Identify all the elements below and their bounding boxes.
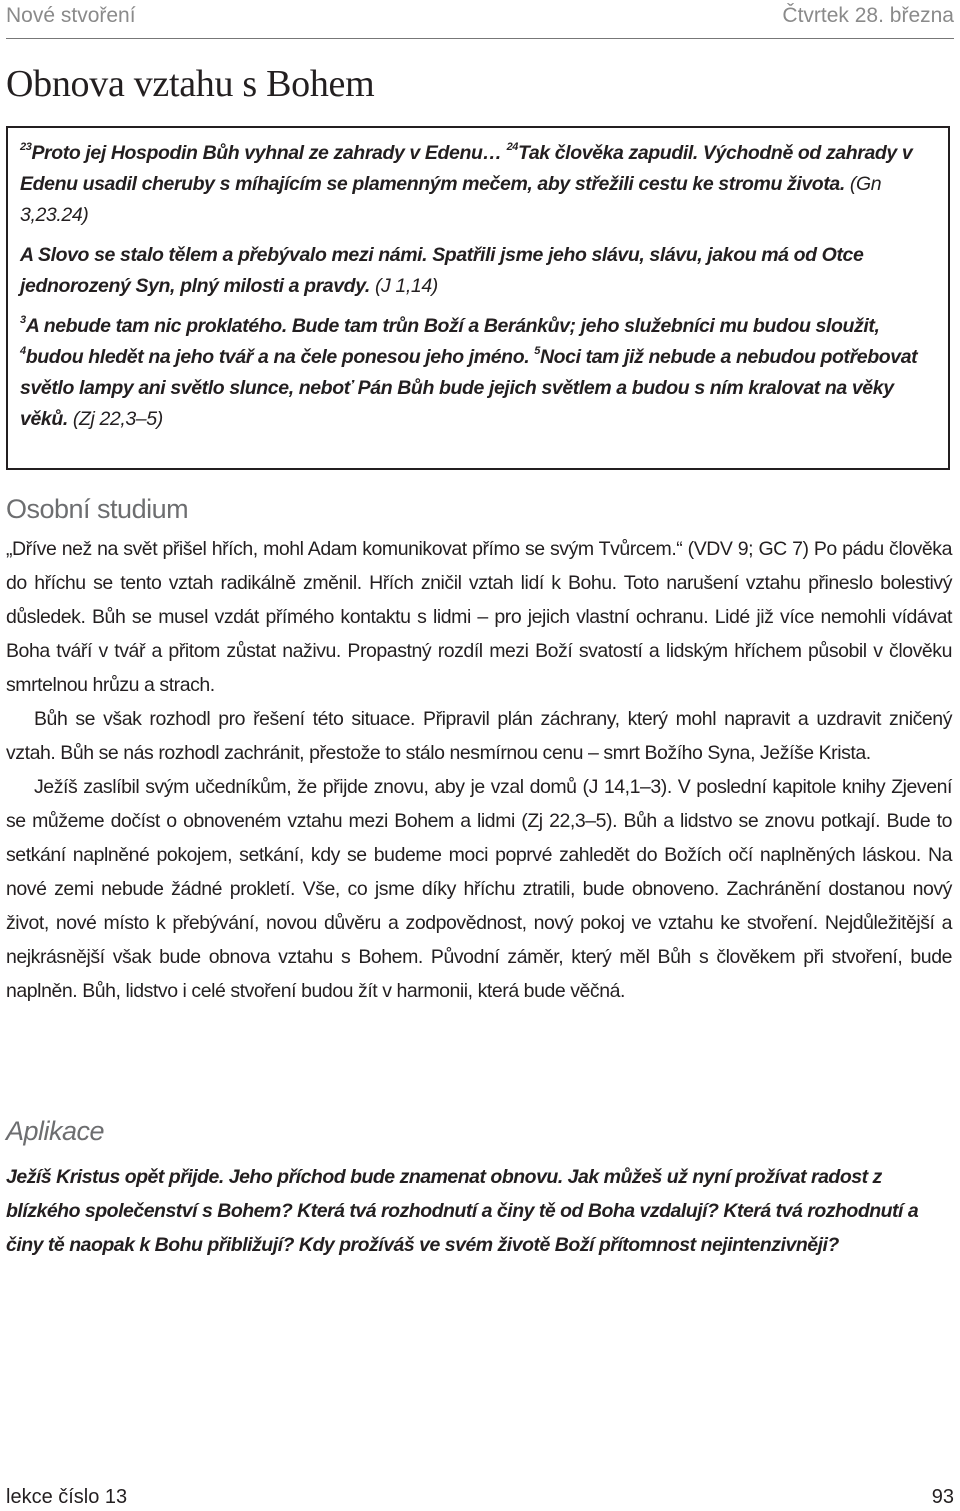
verse-text: Noci tam již nebude a nebudou potřebovat světlo lampy ani světlo slunce, neboť Pán Bůh bude jejich světlem a budou s ním kralovat na věky věků. [20, 346, 918, 430]
verse-number: 4 [20, 344, 26, 357]
verse-genesis [20, 138, 936, 231]
verse-text: Proto jej Hospodin Bůh vyhnal ze zahrady v Edenu… [31, 142, 507, 164]
application-heading: Aplikace [6, 1116, 105, 1146]
header-divider [6, 38, 954, 39]
study-body [6, 532, 952, 1008]
bible-verse-box [6, 126, 950, 470]
verse-reference: (Gn 3,23.24) [20, 173, 882, 226]
verse-text: budou hledět na jeho tvář a na čele ponesou jeho jméno. [25, 346, 535, 368]
header-study-title: Nové stvoření [6, 4, 136, 27]
verse-revelation [20, 311, 936, 435]
lesson-number: lekce číslo 13 [6, 1486, 128, 1508]
verse-number: 24 [506, 140, 519, 153]
verse-number: 5 [534, 344, 540, 357]
page-title: Obnova vztahu s Bohem [6, 63, 375, 105]
verse-text: A Slovo se stalo tělem a přebývalo mezi námi. Spatřili jsme jeho slávu, slávu, jakou má od Otce jednorozený Syn, plný milosti a pravdy. [20, 244, 864, 297]
verse-reference: (Zj 22,3–5) [67, 408, 163, 430]
verse-text: Tak člověka zapudil. Východně od zahrady v Edenu usadil cheruby s míhajícím se plamenným mečem, aby střežili cestu ke stromu života. [20, 142, 913, 195]
verse-john [20, 240, 936, 302]
verse-number: 23 [20, 140, 32, 153]
study-paragraph: Ježíš zaslíbil svým učedníkům, že přijde znovu, aby je vzal domů (J 14,1–3). V poslední kapitole knihy Zjevení se můžeme dočíst o obnoveném vztahu mezi Bohem a lidmi (Zj 22,3–5). Bůh a lidstvo se znovu potkají. Bude to setkání naplněné pokojem, setkání, kdy se budeme moci poprvé zahledět do Božích očí naplněných láskou. Na nové zemi nebude žádné prokletí. Vše, co jsme díky hříchu ztratili, bude obnoveno. Zachránění dostanou nový život, nové místo k přebývání, novou důvěru a zodpovědnost, nový pokoj ve vztahu ke stvoření. Nejdůležitější a nejkrásnější však bude obnova vztahu s Bohem. Původní záměr, který měl Bůh s člověkem při stvoření, bude naplněn. Bůh, lidstvo i celé stvoření budou žít v harmonii, která bude věčná. [6, 776, 952, 1002]
study-paragraph: „Dříve než na svět přišel hřích, mohl Adam komunikovat přímo se svým Tvůrcem.“ (VDV 9; GC 7) Po pádu člověka do hříchu se tento vztah radikálně změnil. Hřích zničil vztah lidí k Bohu. Toto narušení vztahu přineslo bolestivý důsledek. Bůh se musel vzdát přímého kontaktu s lidmi – pro jejich vlastní ochranu. Lidé již více nemohli vídávat Boha tváří v tvář a přitom zůstat naživu. Propastný rozdíl mezi Boží svatostí a lidským hříchem působil v člověku smrtelnou hrůzu a strach. [6, 538, 952, 696]
verse-text: A nebude tam nic proklatého. Bude tam trůn Boží a Beránkův; jeho služebníci mu budou sloužit, [25, 315, 880, 337]
study-paragraph: Bůh se však rozhodl pro řešení této situace. Připravil plán záchrany, který mohl napravit a uzdravit zničený vztah. Bůh se nás rozhodl zachránit, přestože to stálo nesmírnou cenu – smrt Božího Syna, Ježíše Krista. [6, 708, 952, 764]
verse-reference: (J 1,14) [369, 275, 438, 297]
page-number: 93 [931, 1486, 954, 1508]
study-heading: Osobní studium [6, 494, 189, 524]
application-text: Ježíš Kristus opět přijde. Jeho příchod bude znamenat obnovu. Jak můžeš už nyní prožívat radost z blízkého společenství s Bohem? Která tvá rozhodnutí a činy tě od Boha vzdalují? Která tvá rozhodnutí a činy tě naopak k Bohu přibližují? Kdy prožíváš ve svém životě Boží přítomnost nejintenzivněji? [6, 1166, 919, 1256]
header-date: Čtvrtek 28. března [782, 4, 954, 27]
verse-number: 3 [20, 313, 26, 326]
